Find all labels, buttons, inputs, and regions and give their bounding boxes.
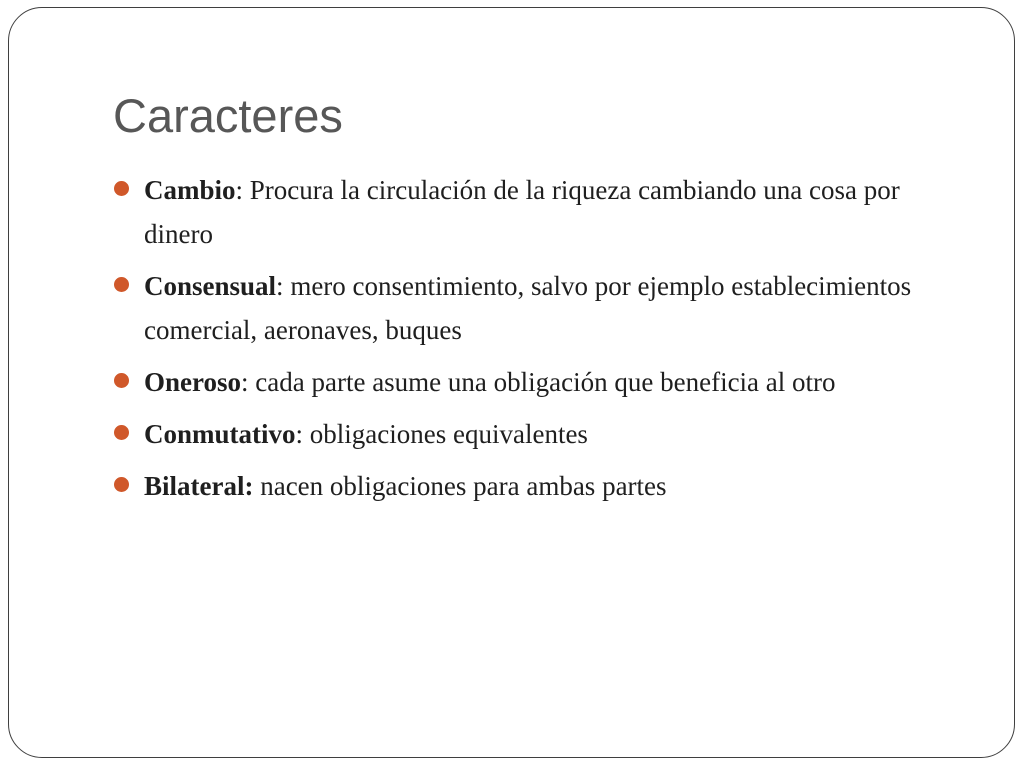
bullet-term: Oneroso bbox=[144, 367, 242, 397]
bullet-dot-icon bbox=[114, 181, 129, 196]
bullet-text: mero consentimiento, salvo por ejemplo establecimientos comercial, aeronaves, buques bbox=[144, 271, 912, 345]
bullet-dot-icon bbox=[114, 477, 129, 492]
bullet-list bbox=[144, 168, 974, 516]
bullet-separator: : bbox=[276, 271, 291, 301]
bullet-item-consensual bbox=[144, 264, 974, 352]
bullet-term: Bilateral: bbox=[144, 471, 254, 501]
bullet-separator: : bbox=[295, 419, 310, 449]
bullet-item-conmutativo bbox=[144, 412, 974, 456]
bullet-item-bilateral bbox=[144, 464, 974, 508]
bullet-item-cambio bbox=[144, 168, 974, 256]
bullet-text: cada parte asume una obligación que beneficia al otro bbox=[255, 367, 836, 397]
bullet-text: Procura la circulación de la riqueza cambiando una cosa por dinero bbox=[144, 175, 900, 249]
slide-title: Caracteres bbox=[113, 89, 343, 142]
bullet-term: Cambio bbox=[144, 175, 236, 205]
bullet-text: obligaciones equivalentes bbox=[309, 419, 588, 449]
bullet-term: Conmutativo bbox=[144, 419, 296, 449]
bullet-term: Consensual bbox=[144, 271, 277, 301]
bullet-item-oneroso bbox=[144, 360, 974, 404]
bullet-separator: : bbox=[241, 367, 256, 397]
bullet-dot-icon bbox=[114, 373, 129, 388]
bullet-dot-icon bbox=[114, 425, 129, 440]
bullet-dot-icon bbox=[114, 277, 129, 292]
bullet-separator: : bbox=[235, 175, 250, 205]
bullet-text: nacen obligaciones para ambas partes bbox=[260, 471, 667, 501]
